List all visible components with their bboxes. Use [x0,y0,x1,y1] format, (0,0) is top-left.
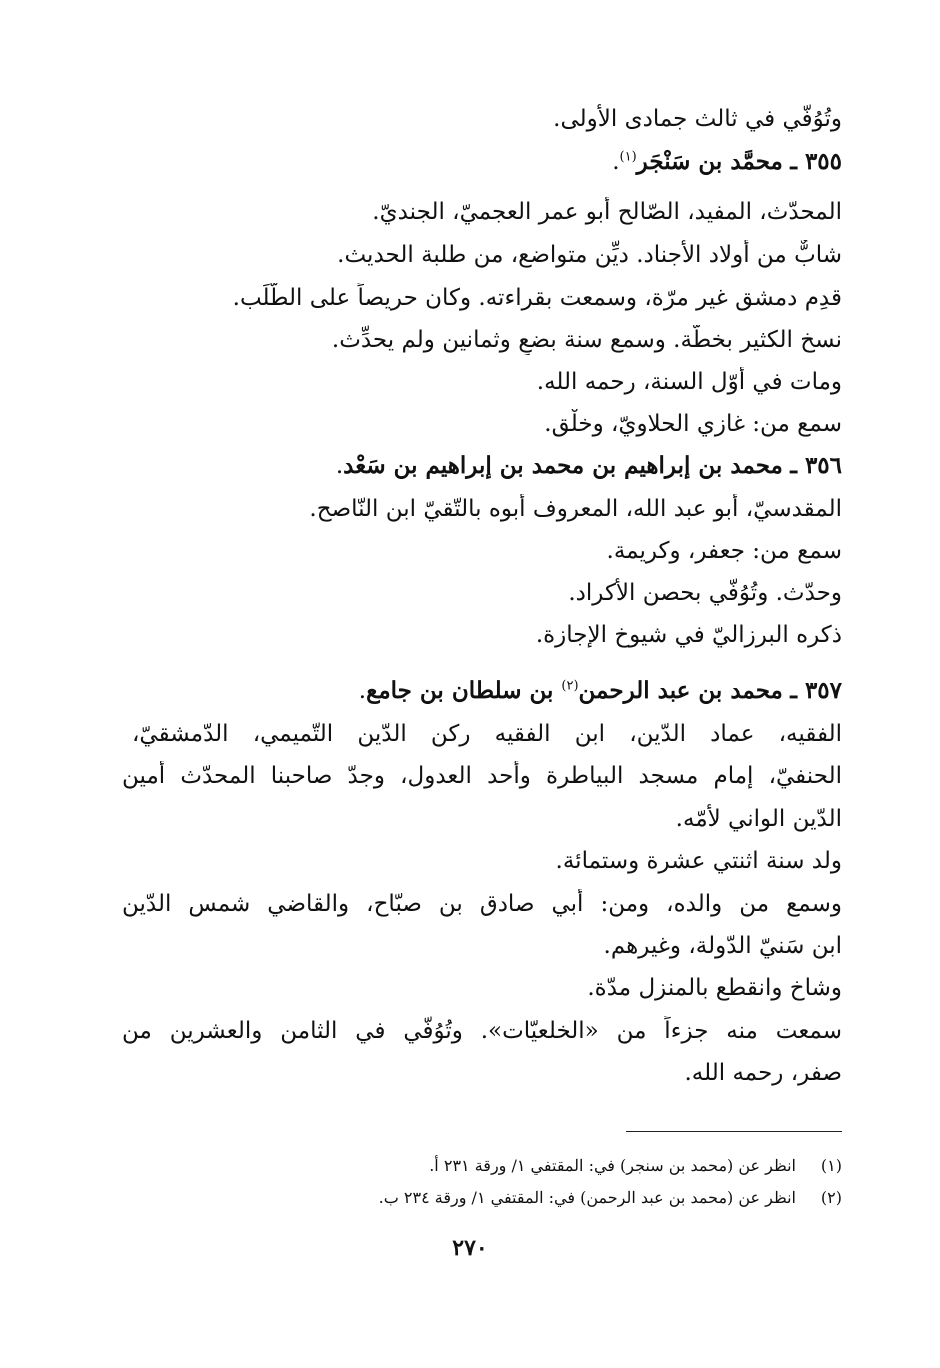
entry-number: ٣٥٦ ـ [790,452,842,479]
heading-tail: . [612,149,620,175]
footnote-number: (٢) [820,1188,842,1207]
entry-number: ٣٥٥ ـ [790,148,842,175]
entry-number: ٣٥٧ ـ [790,677,842,704]
text-line: قدِم دمشق غير مرّة، وسمعت بقراءته. وكان حريصاً على الطَّلَب. [232,285,842,311]
text-line: سمعت منه جزءاً من «الخلعيّات». وتُوُفّي في الثامن والعشرين من [122,1018,842,1044]
text-line: المحدّث، المفيد، الصّالح أبو عمر العجميّ، الجنديّ. [372,199,842,225]
text-line: الدّين الواني لأمّه. [675,806,842,832]
footnote-divider [626,1131,842,1132]
text-line: ولد سنة اثنتي عشرة وستمائة. [555,848,842,874]
footnote-text: انظر عن (محمد بن عبد الرحمن) في: المقتفي ١/ ورقة ٢٣٤ ب. [378,1188,796,1207]
text-line: ومات في أوّل السنة، رحمه الله. [536,369,842,395]
heading-tail: . [358,678,367,704]
entry-name: محمد بن إبراهيم بن محمد بن إبراهيم بن سَعْد [343,452,783,479]
text-line: وسمع من والده، ومن: أبي صادق بن صبّاح، والقاضي شمس الدّين [122,891,842,917]
footnote [142,1186,842,1210]
footnote-ref: (٢) [561,678,579,694]
footnote-ref: (١) [619,149,637,165]
text-line: ابن سَنيّ الدّولة، وغيرهم. [603,933,842,959]
entry-name: محمَّد بن سَنْجَر [636,148,783,175]
entry-name-cont: بن سلطان بن جامع [366,677,562,704]
page-number: ٢٧٠ [452,1235,488,1261]
text-line: شابٌّ من أولاد الأجناد. ديِّن متواضع، من طلبة الحديث. [337,242,842,268]
text-line: وحدّث. وتُوُفّي بحصن الأكراد. [568,580,842,606]
text-line: سمع من: جعفر، وكريمة. [606,538,842,564]
text-line: وتُوُفّي في ثالث جمادى الأولى. [553,106,842,132]
heading-tail: . [335,453,344,479]
entry-heading-356 [142,451,842,481]
entry-name: محمد بن عبد الرحمن [578,677,783,704]
text-line: المقدسيّ، أبو عبد الله، المعروف أبوه بالتّقيّ ابن النّاصح. [309,496,842,522]
text-line: وشاخ وانقطع بالمنزل مدّة. [587,975,842,1001]
text-line: سمع من: غازي الحلاويّ، وخلْق. [544,411,842,437]
text-line: ذكره البرزاليّ في شيوخ الإجازة. [535,622,842,648]
text-line: الحنفيّ، إمام مسجد البياطرة وأحد العدول، وجدّ صاحبنا المحدّث أمين [122,763,842,789]
footnote-text: انظر عن (محمد بن سنجر) في: المقتفي ١/ ورقة ٢٣١ أ. [429,1156,796,1175]
text-line: الفقيه، عماد الدّين، ابن الفقيه ركن الدّين التّميمي، الدّمشقيّ، [132,721,842,747]
footnote [142,1154,842,1178]
text-line: صفر، رحمه الله. [684,1060,842,1086]
entry-heading-357 [142,676,842,706]
entry-heading-355 [142,147,842,177]
footnote-number: (١) [820,1156,842,1175]
text-line: نسخ الكثير بخطّة. وسمع سنة بضعٍ وثمانين ولم يحدِّث. [331,327,842,353]
